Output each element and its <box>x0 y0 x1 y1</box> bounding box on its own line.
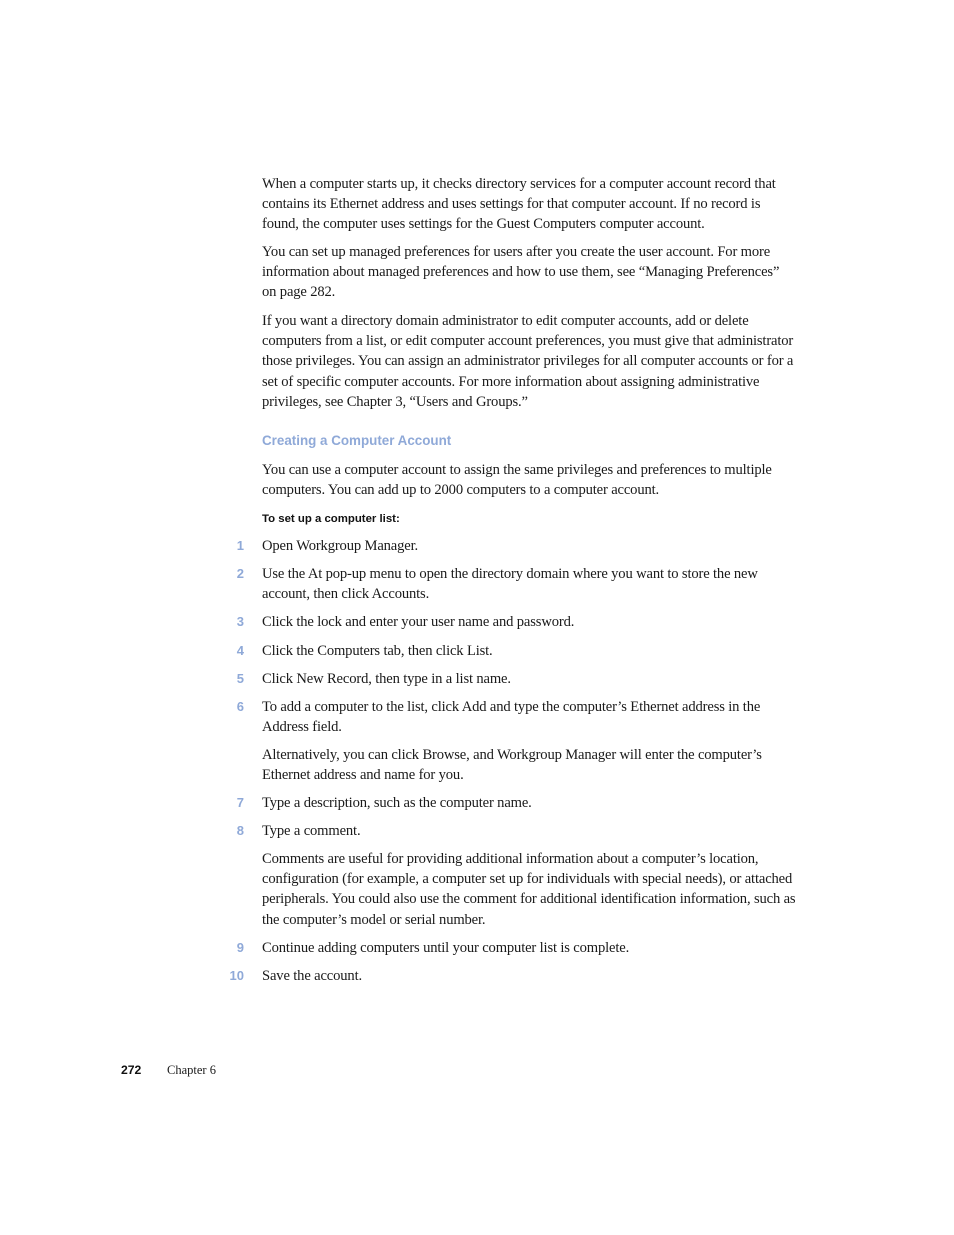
step-text: Open Workgroup Manager. <box>262 538 419 554</box>
intro-paragraph-3: If you want a directory domain administrator to edit computer accounts, add or delete computers from a list, or edit computer account preferences, you must give that administrator those privileges. You can assign an administrator privileges for all computer accounts or for a set of specific computer accounts. For more information about assigning administrative privileges, see Chapter 3, “Users and Groups.” <box>262 313 794 410</box>
step-number: 1 <box>236 538 244 553</box>
step-number: 6 <box>236 699 244 714</box>
step-note: Alternatively, you can click Browse, and Workgroup Manager will enter the computer’s Ethernet address and name for you. <box>262 747 762 784</box>
step-text: Type a comment. <box>262 823 361 839</box>
step-text: Save the account. <box>262 968 362 984</box>
procedure-title: To set up a computer list: <box>262 513 400 525</box>
section-body: You can use a computer account to assign the same privileges and preferences to multiple computers. You can add up to 2000 computers to a computer account. <box>262 462 772 499</box>
step-number: 2 <box>236 566 244 581</box>
intro-paragraph-1: When a computer starts up, it checks directory services for a computer account record that contains its Ethernet address and uses settings for that computer account. If no record is found, the computer uses settings for the Guest Computers computer account. <box>262 176 776 233</box>
step-text: Use the At pop-up menu to open the directory domain where you want to store the new account, then click Accounts. <box>262 566 758 603</box>
step-text: Click New Record, then type in a list name. <box>262 671 511 687</box>
step-number: 10 <box>229 968 244 983</box>
step-number: 3 <box>236 614 244 629</box>
step-text: Click the lock and enter your user name and password. <box>262 614 575 630</box>
step-note: Comments are useful for providing additional information about a computer’s location, configuration (for example, a computer set up for individuals with special needs), or attached peripherals. You could also use the comment for additional identification information, such as the computer’s model or serial number. <box>262 851 796 928</box>
step-number: 9 <box>236 940 244 955</box>
page-number: 272 <box>121 1063 142 1077</box>
step-number: 5 <box>236 671 244 686</box>
step-text: To add a computer to the list, click Add and type the computer’s Ethernet address in the Address field. <box>262 699 761 736</box>
intro-paragraph-2: You can set up managed preferences for users after you create the user account. For more information about managed preferences and how to use them, see “Managing Preferences” on page 282. <box>262 244 780 301</box>
step-text: Click the Computers tab, then click List. <box>262 643 493 659</box>
chapter-label: Chapter 6 <box>167 1063 216 1077</box>
step-number: 7 <box>236 795 244 810</box>
step-number: 4 <box>236 643 244 658</box>
step-text: Continue adding computers until your computer list is complete. <box>262 940 630 956</box>
step-text: Type a description, such as the computer name. <box>262 795 532 811</box>
section-heading: Creating a Computer Account <box>262 433 452 448</box>
step-number: 8 <box>236 823 244 838</box>
